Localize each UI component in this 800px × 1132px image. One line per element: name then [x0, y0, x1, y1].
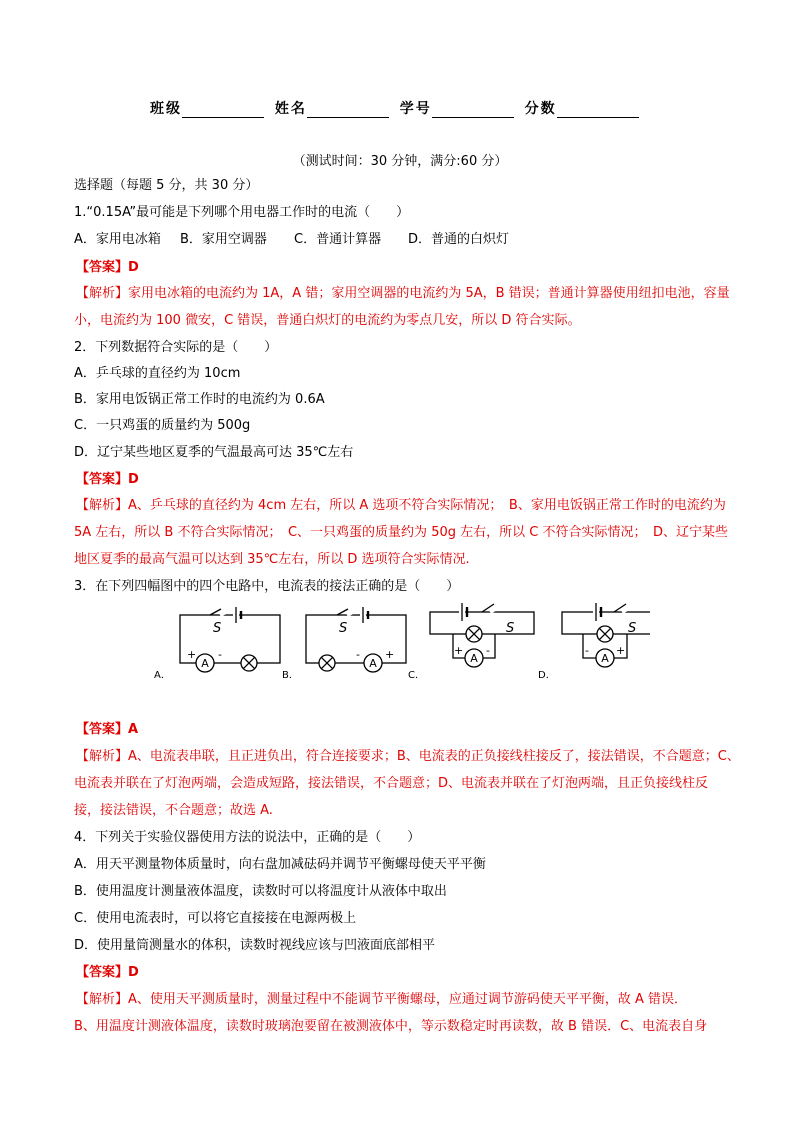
q3-stem: 3．在下列四幅图中的四个电路中，电流表的接法正确的是（ ）	[74, 579, 460, 594]
class-blank[interactable]	[182, 103, 264, 118]
circuit-b-ammeter-label: A	[369, 657, 377, 670]
q1-option-c: C．普通计算器	[294, 232, 382, 247]
test-time-note: （测试时间：30 分钟，满分:60 分）	[292, 154, 508, 169]
q1-answer: 【答案】D	[76, 260, 139, 275]
circuit-a	[180, 607, 280, 672]
q4-option-d: D．使用量筒测量水的体积，读数时视线应该与凹液面底部相平	[74, 938, 436, 953]
q1-options	[74, 231, 509, 249]
q3-analysis-line-1: 【解析】A、电流表串联，且正进负出，符合连接要求；B、电流表的正负接线柱接反了，接法错误，不合题意；C、	[76, 749, 740, 764]
circuit-c-label: C．	[408, 670, 425, 681]
q2-stem: 2．下列数据符合实际的是（ ）	[74, 340, 278, 355]
q2-option-b: B．家用电饭锅正常工作时的电流约为 0.6A	[74, 392, 325, 407]
q1-analysis-line-2: 小，电流约为 100 微安，C 错误，普通白炽灯的电流约为零点几安，所以 D 符合实际。	[74, 313, 581, 328]
circuit-d-plus: +	[616, 644, 626, 657]
id-blank[interactable]	[432, 103, 514, 118]
circuit-b-label: B．	[282, 670, 299, 681]
q2-analysis-line-1: 【解析】A、乒乓球的直径约为 4cm 左右，所以 A 选项不符合实际情况； B、家用电饭锅正常工作时的电流约为	[76, 498, 726, 513]
q2-analysis-line-2: 5A 左右，所以 B 不符合实际情况； C、一只鸡蛋的质量约为 50g 左右，所以 C 不符合实际情况； D、辽宁某些	[74, 525, 728, 540]
circuit-a-plus: +	[187, 648, 197, 661]
q2-answer: 【答案】D	[76, 472, 139, 487]
q4-analysis-line-2: B、用温度计测液体温度，读数时玻璃泡要留在被测液体中，等示数稳定时再读数，故 B 错误．C、电流表自身	[74, 1019, 708, 1034]
q1-option-d: D．普通的白炽灯	[408, 232, 510, 247]
id-label: 学号	[399, 101, 432, 117]
circuit-diagrams	[150, 600, 650, 685]
circuit-c	[430, 603, 534, 667]
name-label: 姓名	[274, 101, 307, 117]
circuit-c-minus: -	[486, 644, 490, 657]
circuit-a-minus: -	[218, 648, 222, 661]
q2-option-a: A．乒乓球的直径约为 10cm	[74, 366, 241, 381]
circuit-d-label: D．	[538, 670, 556, 681]
q4-option-b: B．使用温度计测量液体温度，读数时可以将温度计从液体中取出	[74, 884, 447, 899]
q2-option-d: D．辽宁某些地区夏季的气温最高可达 35℃左右	[74, 445, 354, 460]
section-title: 选择题（每题 5 分，共 30 分）	[74, 178, 259, 193]
circuit-b-switch-label: S	[339, 621, 348, 636]
q1-stem: 1.“0.15A”最可能是下列哪个用电器工作时的电流（ ）	[74, 205, 410, 220]
score-blank[interactable]	[557, 103, 639, 118]
q2-analysis-line-3: 地区夏季的最高气温可以达到 35℃左右，所以 D 选项符合实际情况.	[74, 552, 470, 567]
circuit-c-plus: +	[454, 644, 464, 657]
circuit-a-label: A．	[154, 670, 171, 681]
q3-analysis-line-2: 电流表并联在了灯泡两端，会造成短路，接法错误，不合题意；D、电流表并联在了灯泡两端，且正负接线柱反	[74, 776, 709, 791]
class-label: 班级	[150, 101, 182, 117]
student-info-header	[150, 98, 643, 118]
circuit-b-minus: -	[356, 648, 360, 661]
score-label: 分数	[524, 101, 557, 117]
q4-answer: 【答案】D	[76, 965, 139, 980]
circuit-b-plus: +	[385, 648, 395, 661]
q4-option-a: A．用天平测量物体质量时，向右盘加减砝码并调节平衡螺母使天平平衡	[74, 857, 486, 872]
q4-option-c: C．使用电流表时，可以将它直接接在电源两极上	[74, 911, 357, 926]
circuit-a-switch-label: S	[213, 621, 222, 636]
q4-analysis-line-1: 【解析】A、使用天平测质量时，测量过程中不能调节平衡螺母，应通过调节游码使天平平衡，故 A 错误．	[76, 992, 688, 1007]
q1-analysis-line-1: 【解析】家用电冰箱的电流约为 1A，A 错；家用空调器的电流约为 5A，B 错误；普通计算器使用纽扣电池，容量	[76, 286, 730, 301]
circuit-b	[306, 607, 406, 672]
q4-stem: 4．下列关于实验仪器使用方法的说法中，正确的是（ ）	[74, 830, 421, 845]
circuit-d-ammeter-label: A	[601, 652, 609, 665]
circuit-d-switch-label: S	[628, 621, 637, 636]
q1-option-b: B．家用空调器	[180, 232, 267, 247]
circuit-d-minus: -	[585, 644, 589, 657]
name-blank[interactable]	[307, 103, 389, 118]
circuit-c-switch-label: S	[506, 621, 515, 636]
circuit-c-ammeter-label: A	[470, 652, 478, 665]
circuit-a-ammeter-label: A	[201, 657, 209, 670]
q1-option-a: A．家用电冰箱	[74, 232, 161, 247]
q2-option-c: C．一只鸡蛋的质量约为 500g	[74, 418, 251, 433]
q3-answer: 【答案】A	[76, 722, 139, 737]
q3-analysis-line-3: 接，接法错误，不合题意；故选 A.	[74, 803, 273, 818]
